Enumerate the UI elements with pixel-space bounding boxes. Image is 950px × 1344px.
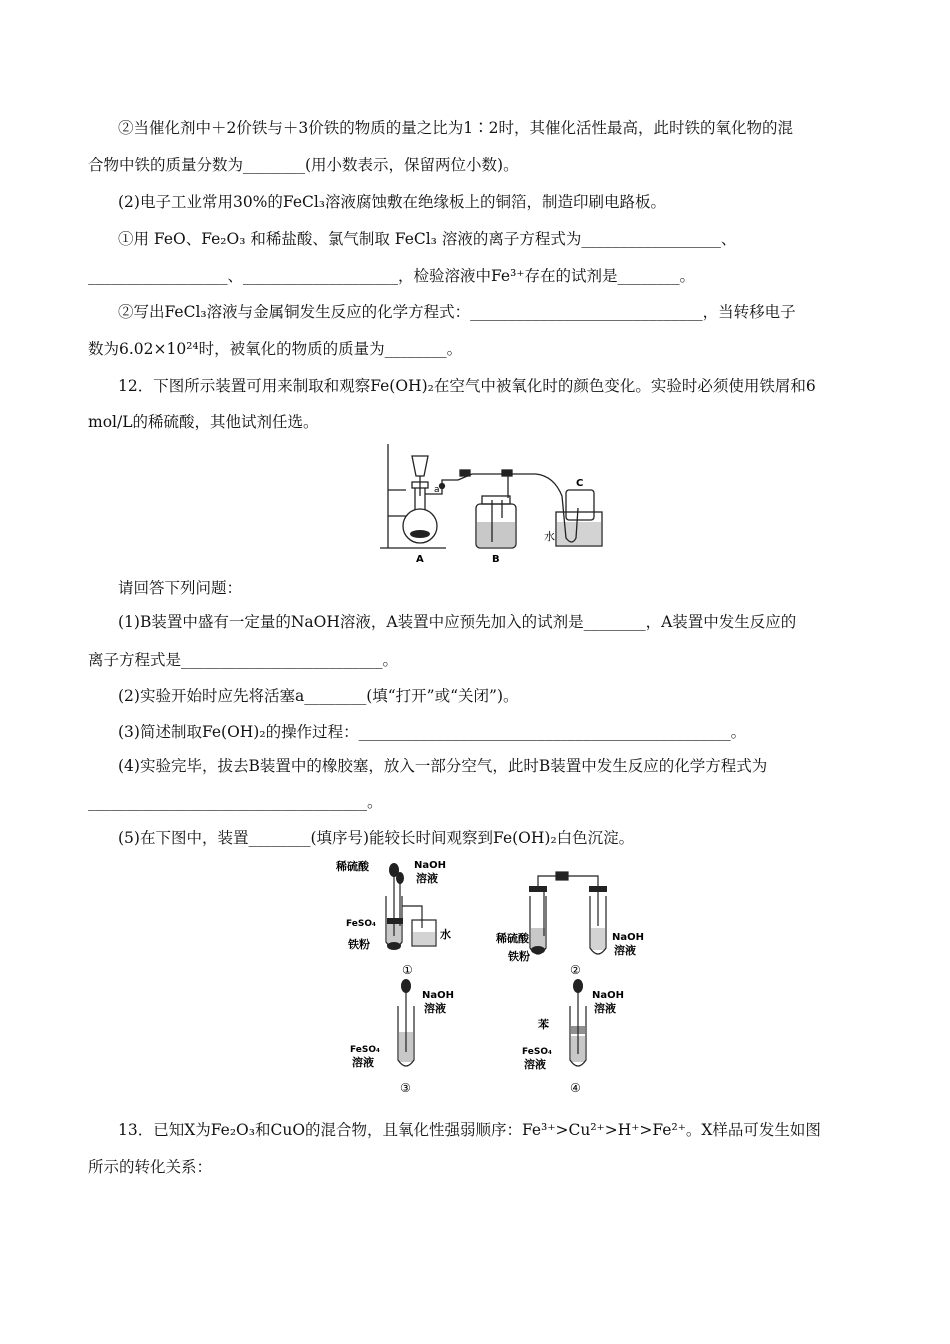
q13-stem-line2: 所示的转化关系：	[88, 1158, 213, 1176]
fig2-solution-4b: 溶液	[524, 1058, 546, 1071]
apparatus-b-label: B	[492, 554, 500, 565]
q11-p2-line1: ②当催化剂中＋2价铁与＋3价铁的物质的量之比为1∶2时，其催化活性最高，此时铁的氧化物的混	[118, 119, 793, 137]
q11-p2-1-line2: __________________、____________________，检验溶液中Fe³⁺存在的试剂是________。	[88, 267, 695, 285]
fig2-naoh-1: NaOH	[414, 860, 446, 871]
fig2-naoh-3: NaOH	[422, 990, 454, 1001]
fig2-solution-1: 溶液	[416, 872, 438, 885]
apparatus-figure	[376, 438, 606, 568]
fig2-water: 水	[440, 928, 451, 941]
fig2-benzene: 苯	[538, 1018, 549, 1031]
apparatus-c-label: C	[576, 478, 584, 489]
fig2-dilute-h2so4-1: 稀硫酸	[336, 860, 369, 873]
fig2-solution-2: 溶液	[614, 944, 636, 957]
fig2-number-2: ②	[570, 963, 581, 977]
q12-q1-line1: (1)B装置中盛有一定量的NaOH溶液，A装置中应预先加入的试剂是________，A装置中发生反应的	[118, 613, 797, 631]
q11-p2-2-line2: 数为6.02×10²⁴时，被氧化的物质的质量为________。	[88, 340, 463, 358]
fig2-number-1: ①	[402, 963, 413, 977]
fig2-number-3: ③	[400, 1081, 411, 1095]
q12-stem-line2: mol/L的稀硫酸，其他试剂任选。	[88, 413, 319, 431]
fig2-feso4-4: FeSO₄	[522, 1047, 552, 1057]
q13-stem-line1: 13．已知X为Fe₂O₃和CuO的混合物，且氧化性强弱顺序：Fe³⁺>Cu²⁺>H⁺>Fe²⁺。X样品可发生如图	[118, 1121, 821, 1139]
fig2-naoh-2: NaOH	[612, 932, 644, 943]
fig2-number-4: ④	[570, 1081, 581, 1095]
fig2-solution-3b: 溶液	[352, 1056, 374, 1069]
fig2-solution-3: 溶液	[424, 1002, 446, 1015]
apparatus-a-label: A	[416, 554, 424, 565]
q12-q4-line2: ____________________________________。	[88, 793, 383, 811]
q12-stem-line1: 12．下图所示装置可用来制取和观察Fe(OH)₂在空气中被氧化时的颜色变化。实验时必须使用铁屑和6	[118, 377, 816, 395]
valve-a-label: a	[434, 485, 440, 495]
fig2-feso4-1: FeSO₄	[346, 919, 376, 929]
fig2-feso4-3: FeSO₄	[350, 1045, 380, 1055]
q11-p2-1-line1: ①用 FeO、Fe₂O₃ 和稀盐酸、氯气制取 FeCl₃ 溶液的离子方程式为__________________、	[118, 230, 737, 248]
fig2-solution-4: 溶液	[594, 1002, 616, 1015]
setups-figure	[330, 856, 660, 1102]
q11-part2: (2)电子工业常用30%的FeCl₃溶液腐蚀敷在绝缘板上的铜箔，制造印刷电路板。	[118, 193, 667, 211]
water-label: 水	[544, 530, 555, 543]
q12-q4-line1: (4)实验完毕，拔去B装置中的橡胶塞，放入一部分空气，此时B装置中发生反应的化学方程式为	[118, 757, 768, 775]
q11-p2-2-line1: ②写出FeCl₃溶液与金属铜发生反应的化学方程式：______________________________，当转移电子	[118, 303, 796, 321]
q12-q2: (2)实验开始时应先将活塞a________(填“打开”或“关闭”)。	[118, 687, 519, 705]
fig2-naoh-4: NaOH	[592, 990, 624, 1001]
q11-p2-line2: 合物中铁的质量分数为________(用小数表示，保留两位小数)。	[88, 156, 519, 174]
fig2-iron-powder-1: 铁粉	[348, 938, 370, 951]
q12-prompt: 请回答下列问题：	[118, 579, 243, 597]
fig2-iron-powder-2: 铁粉	[508, 950, 530, 963]
q12-q3: (3)简述制取Fe(OH)₂的操作过程：________________________________________________。	[118, 723, 747, 741]
q12-q1-line2: 离子方程式是__________________________。	[88, 651, 399, 669]
q12-q5: (5)在下图中，装置________(填序号)能较长时间观察到Fe(OH)₂白色沉淀。	[118, 829, 635, 847]
fig2-dilute-h2so4-2: 稀硫酸	[496, 932, 529, 945]
